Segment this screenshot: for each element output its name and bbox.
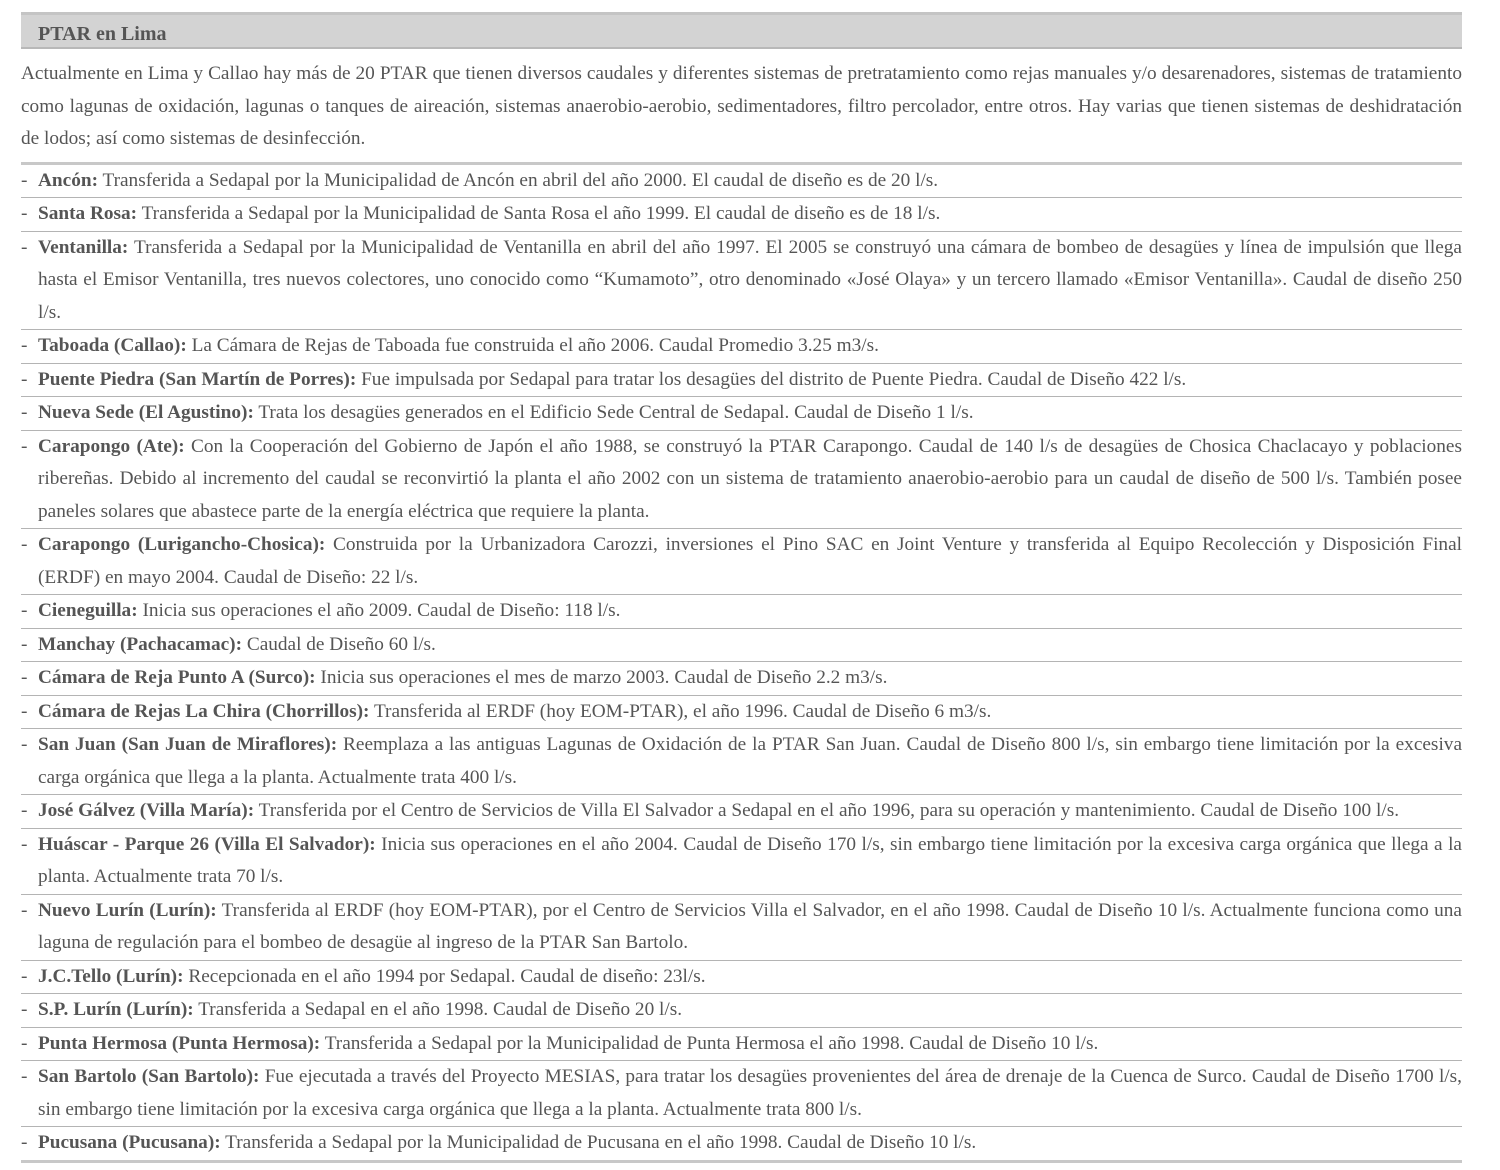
item-title: Manchay (Pachacamac): bbox=[38, 633, 243, 655]
item-text: La Cámara de Rejas de Taboada fue construida el año 2006. Caudal Promedio 3.25 m3/s. bbox=[186, 335, 879, 356]
item-title: Carapongo (Lurigancho-Chosica): bbox=[38, 534, 326, 555]
item-text: Transferida por el Centro de Servicios de Villa El Salvador a Sedapal en el año 1996, para su operación y mantenimiento. Caudal de Diseño 100 l/s. bbox=[254, 800, 1400, 821]
item-title: Nuevo Lurín (Lurín): bbox=[38, 899, 217, 921]
item-title: Pucusana (Pucusana): bbox=[38, 1132, 221, 1153]
dash-bullet: - bbox=[21, 236, 28, 258]
item-text: Inicia sus operaciones el año 2009. Caudal de Diseño: 118 l/s. bbox=[137, 600, 621, 621]
dash-bullet: - bbox=[21, 600, 28, 621]
dash-bullet: - bbox=[21, 800, 28, 821]
section-intro: Actualmente en Lima y Callao hay más de 20 PTAR que tienen diversos caudales y diferentes sistemas de pretratamiento como rejas manuales y/o desarenadores, sistemas de tratamiento como lagunas de oxidación, lagunas o tanques de aireación, sistemas anaerobio-aerobio, sedimentadores, filtro percolador, entre otros. Hay varias que tienen sistemas de deshidratación de lodos; así como sistemas de desinfección. bbox=[21, 49, 1462, 165]
item-title: S.P. Lurín (Lurín): bbox=[38, 999, 194, 1020]
item-title: Carapongo (Ate): bbox=[38, 435, 185, 457]
item-text: Transferida al ERDF (hoy EOM-PTAR), por el Centro de Servicios Villa el Salvador, en el año 1998. Caudal de Diseño 10 l/s. Actualmente funciona como una laguna de regulación para el bombeo de desagüe al ingreso de la PTAR San Bartolo. bbox=[38, 899, 1462, 953]
item-text: Transferida a Sedapal por la Municipalidad de Punta Hermosa el año 1998. Caudal de Diseño 10 l/s. bbox=[320, 1032, 1099, 1054]
dash-bullet: - bbox=[21, 1032, 28, 1054]
list-item bbox=[21, 629, 1462, 663]
list-item bbox=[21, 165, 1462, 199]
list-item bbox=[21, 397, 1462, 431]
item-text: Fue impulsada por Sedapal para tratar los desagües del distrito de Puente Piedra. Caudal de Diseño 422 l/s. bbox=[356, 368, 1187, 390]
item-text: Construida por la Urbanizadora Carozzi, inversiones el Pino SAC en Joint Venture y transferida al Equipo Recolección y Disposición Final (ERDF) en mayo 2004. Caudal de Diseño: 22 l/s. bbox=[38, 534, 1462, 588]
list-item bbox=[21, 1127, 1462, 1163]
dash-bullet: - bbox=[21, 667, 28, 688]
item-text: Transferida a Sedapal en el año 1998. Caudal de Diseño 20 l/s. bbox=[193, 999, 683, 1020]
dash-bullet: - bbox=[21, 734, 28, 755]
dash-bullet: - bbox=[21, 368, 28, 390]
list-item bbox=[21, 198, 1462, 232]
item-title: San Bartolo (San Bartolo): bbox=[38, 1066, 260, 1087]
item-title: J.C.Tello (Lurín): bbox=[38, 965, 184, 987]
dash-bullet: - bbox=[21, 965, 28, 987]
dash-bullet: - bbox=[21, 203, 28, 224]
item-title: Cámara de Reja Punto A (Surco): bbox=[38, 667, 316, 688]
list-item bbox=[21, 662, 1462, 696]
dash-bullet: - bbox=[21, 169, 28, 191]
item-title: Ventanilla: bbox=[38, 236, 129, 258]
dash-bullet: - bbox=[21, 402, 28, 423]
item-title: San Juan (San Juan de Miraflores): bbox=[38, 734, 338, 755]
item-text: Transferida a Sedapal por la Municipalidad de Santa Rosa el año 1999. El caudal de diseño es de 18 l/s. bbox=[137, 203, 941, 224]
item-text: Transferida a Sedapal por la Municipalidad de Ventanilla en abril del año 1997. El 2005 se construyó una cámara de bombeo de desagües y línea de impulsión que llega hasta el Emisor Ventanilla, tres nuevos colectores, uno conocido como “Kumamoto”, otro denominado «José Olaya» y un tercero llamado «Emisor Ventanilla». Caudal de diseño 250 l/s. bbox=[38, 236, 1462, 323]
item-text: Transferida al ERDF (hoy EOM-PTAR), el año 1996. Caudal de Diseño 6 m3/s. bbox=[369, 700, 992, 722]
item-text: Inicia sus operaciones en el año 2004. Caudal de Diseño 170 l/s, sin embargo tiene limitación por la excesiva carga orgánica que llega a la planta. Actualmente trata 70 l/s. bbox=[38, 833, 1462, 887]
dash-bullet: - bbox=[21, 335, 28, 356]
list-item bbox=[21, 795, 1462, 829]
item-text: Con la Cooperación del Gobierno de Japón el año 1988, se construyó la PTAR Carapongo. Caudal de 140 l/s de desagües de Chosica Chaclacayo y poblaciones ribereñas. Debido al incremento del caudal se reconvirtió la planta el año 2002 con un sistema de tratamiento anaerobio-aerobio para un caudal de diseño de 500 l/s. También posee paneles solares que abastece parte de la energía eléctrica que requiere la planta. bbox=[38, 435, 1462, 522]
item-title: Taboada (Callao): bbox=[38, 335, 187, 356]
item-title: Cieneguilla: bbox=[38, 600, 138, 621]
item-title: Punta Hermosa (Punta Hermosa): bbox=[38, 1032, 321, 1054]
list-item bbox=[21, 330, 1462, 364]
item-title: Nueva Sede (El Agustino): bbox=[38, 402, 254, 423]
list-item bbox=[21, 1061, 1462, 1127]
dash-bullet: - bbox=[21, 999, 28, 1020]
item-title: Huáscar - Parque 26 (Villa El Salvador): bbox=[38, 833, 376, 855]
dash-bullet: - bbox=[21, 1066, 28, 1087]
list-item bbox=[21, 364, 1462, 398]
list-item bbox=[21, 829, 1462, 895]
item-text: Inicia sus operaciones el mes de marzo 2003. Caudal de Diseño 2.2 m3/s. bbox=[315, 667, 888, 688]
list-item bbox=[21, 1028, 1462, 1062]
list-item bbox=[21, 431, 1462, 530]
dash-bullet: - bbox=[21, 435, 28, 457]
list-item bbox=[21, 994, 1462, 1028]
list-item bbox=[21, 895, 1462, 961]
item-text: Recepcionada en el año 1994 por Sedapal. Caudal de diseño: 23l/s. bbox=[183, 965, 706, 987]
list-item bbox=[21, 232, 1462, 331]
item-text: Transferida a Sedapal por la Municipalidad de Ancón en abril del año 2000. El caudal de diseño es de 20 l/s. bbox=[98, 169, 939, 191]
item-title: Puente Piedra (San Martín de Porres): bbox=[38, 368, 357, 390]
list-item bbox=[21, 696, 1462, 730]
list-item bbox=[21, 529, 1462, 595]
section-title: PTAR en Lima bbox=[21, 12, 1462, 49]
list-item bbox=[21, 595, 1462, 629]
dash-bullet: - bbox=[21, 1132, 28, 1153]
item-text: Reemplaza a las antiguas Lagunas de Oxidación de la PTAR San Juan. Caudal de Diseño 800 l/s, sin embargo tiene limitación por la excesiva carga orgánica que llega a la planta. Actualmente trata 400 l/s. bbox=[38, 734, 1462, 788]
item-text: Trata los desagües generados en el Edificio Sede Central de Sedapal. Caudal de Diseño 1 l/s. bbox=[253, 402, 974, 423]
item-title: José Gálvez (Villa María): bbox=[38, 800, 255, 821]
dash-bullet: - bbox=[21, 899, 28, 921]
dash-bullet: - bbox=[21, 833, 28, 855]
item-text: Caudal de Diseño 60 l/s. bbox=[242, 633, 436, 655]
dash-bullet: - bbox=[21, 633, 28, 655]
list-item bbox=[21, 961, 1462, 995]
dash-bullet: - bbox=[21, 700, 28, 722]
list-item bbox=[21, 729, 1462, 795]
item-text: Fue ejecutada a través del Proyecto MESIAS, para tratar los desagües provenientes del área de drenaje de la Cuenca de Surco. Caudal de Diseño 1700 l/s, sin embargo tiene limitación por la excesiva carga orgánica que llega a la planta. Actualmente trata 800 l/s. bbox=[38, 1066, 1462, 1120]
item-title: Ancón: bbox=[38, 169, 98, 191]
item-text: Transferida a Sedapal por la Municipalidad de Pucusana en el año 1998. Caudal de Diseño 10 l/s. bbox=[220, 1132, 977, 1153]
ptar-list bbox=[21, 165, 1462, 1163]
item-title: Cámara de Rejas La Chira (Chorrillos): bbox=[38, 700, 370, 722]
ptar-section bbox=[21, 12, 1462, 1163]
item-title: Santa Rosa: bbox=[38, 203, 138, 224]
dash-bullet: - bbox=[21, 534, 28, 555]
